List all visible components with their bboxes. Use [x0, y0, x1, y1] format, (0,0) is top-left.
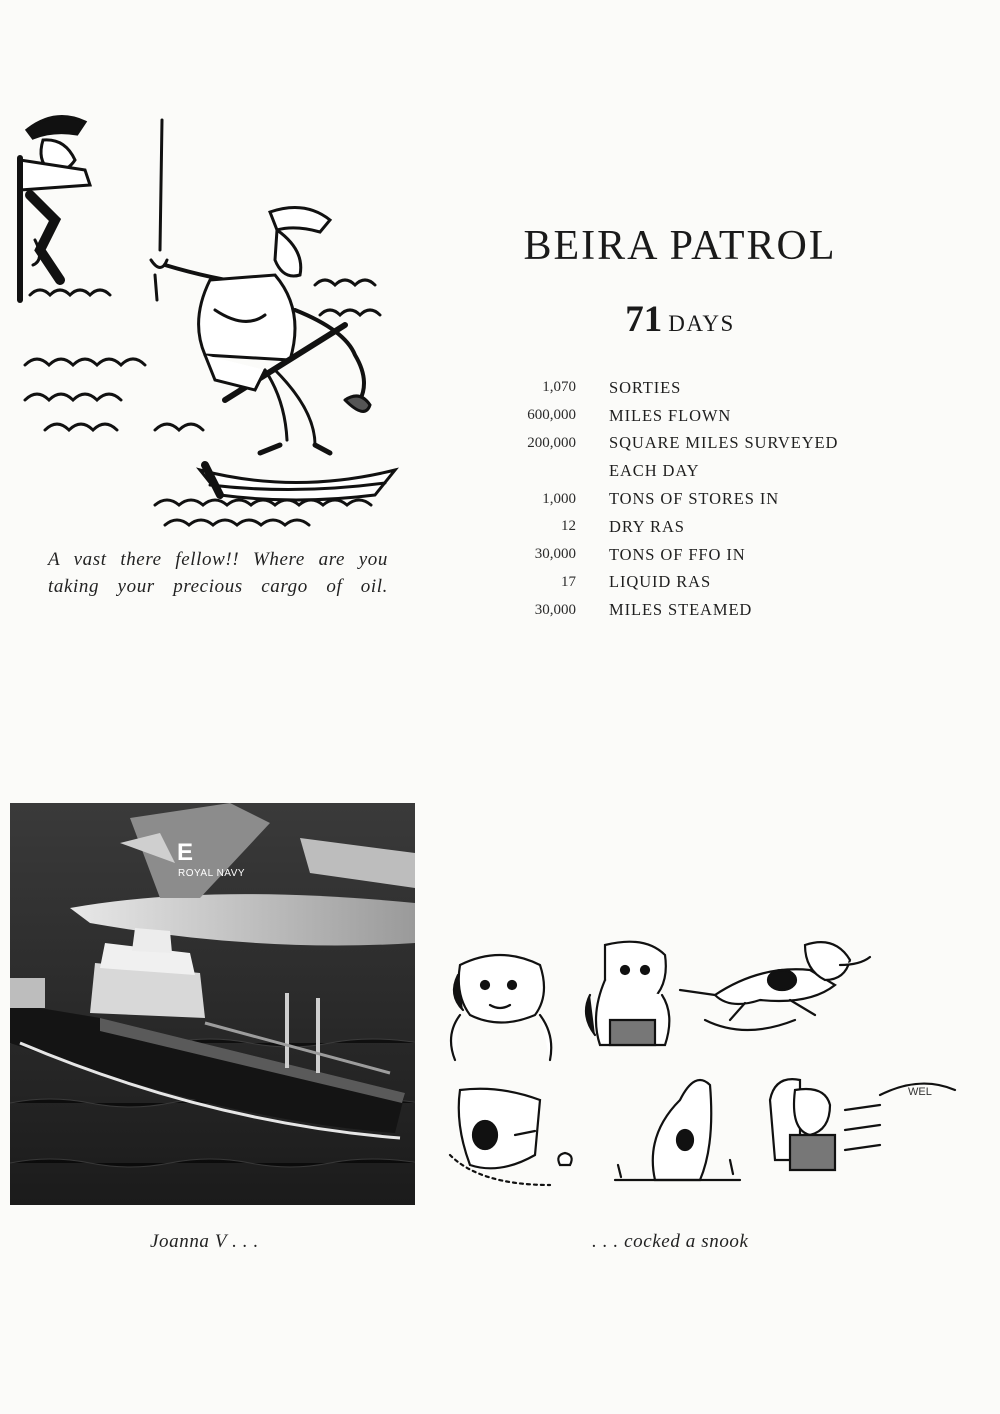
aircraft-text: ROYAL NAVY — [178, 868, 246, 879]
stat-row — [490, 485, 890, 513]
aircraft-marking: E — [177, 839, 194, 866]
stat-value: 200,000 — [527, 434, 576, 451]
dog-panel-2 — [586, 942, 669, 1045]
stat-value: 30,000 — [534, 601, 576, 618]
stat-value: 600,000 — [527, 407, 576, 424]
waves-left — [25, 290, 145, 430]
stat-label: LIQUID RAS — [609, 572, 712, 592]
sign-text: WEL — [908, 1086, 932, 1098]
stat-row — [490, 430, 890, 458]
stat-value: 12 — [561, 518, 576, 535]
stat-label: SQUARE MILES SURVEYED — [609, 433, 839, 453]
stat-value: 17 — [561, 573, 576, 590]
days-number: 71 — [625, 299, 663, 340]
dog-panel-4 — [450, 1089, 572, 1185]
days-unit: DAYS — [668, 311, 735, 336]
stat-row — [490, 402, 890, 430]
photo-caption: Joanna V . . . — [150, 1231, 259, 1252]
stats-list — [490, 374, 890, 624]
cartoon-caption: A vast there fellow!! Where are you taking your precious cargo of oil. — [48, 549, 388, 597]
stat-row — [490, 596, 890, 624]
stat-row — [490, 374, 890, 402]
water-lines — [155, 500, 371, 525]
stat-label: EACH DAY — [609, 461, 700, 481]
stat-row — [490, 541, 890, 569]
dogs-caption: . . . cocked a snook — [592, 1231, 749, 1252]
sailor-figure — [165, 208, 370, 454]
stat-value: 1,000 — [542, 490, 576, 507]
stat-row — [490, 569, 890, 597]
dog-cartoon-strip — [440, 925, 960, 1210]
dog-panel-5 — [615, 1080, 740, 1180]
stat-row — [490, 457, 890, 485]
stat-value: 1,070 — [542, 379, 576, 396]
stat-row — [490, 513, 890, 541]
tanker-photo — [10, 803, 415, 1205]
days-heading — [480, 298, 880, 341]
dog-panel-1 — [451, 955, 551, 1060]
stat-value: 30,000 — [534, 546, 576, 563]
rowing-boat — [200, 465, 395, 500]
officer-figure — [20, 117, 90, 300]
cutlass — [151, 120, 167, 300]
stat-label: TONS OF FFO IN — [609, 544, 746, 564]
stat-label: TONS OF STORES IN — [609, 489, 780, 509]
stat-label: MILES STEAMED — [609, 600, 753, 620]
stat-label: SORTIES — [609, 377, 682, 397]
stat-label: DRY RAS — [609, 516, 685, 536]
sailor-cartoon-illustration — [15, 100, 410, 540]
dog-panel-3 — [680, 942, 870, 1030]
stat-label: MILES FLOWN — [609, 405, 732, 425]
page-title: BEIRA PATROL — [523, 223, 837, 269]
